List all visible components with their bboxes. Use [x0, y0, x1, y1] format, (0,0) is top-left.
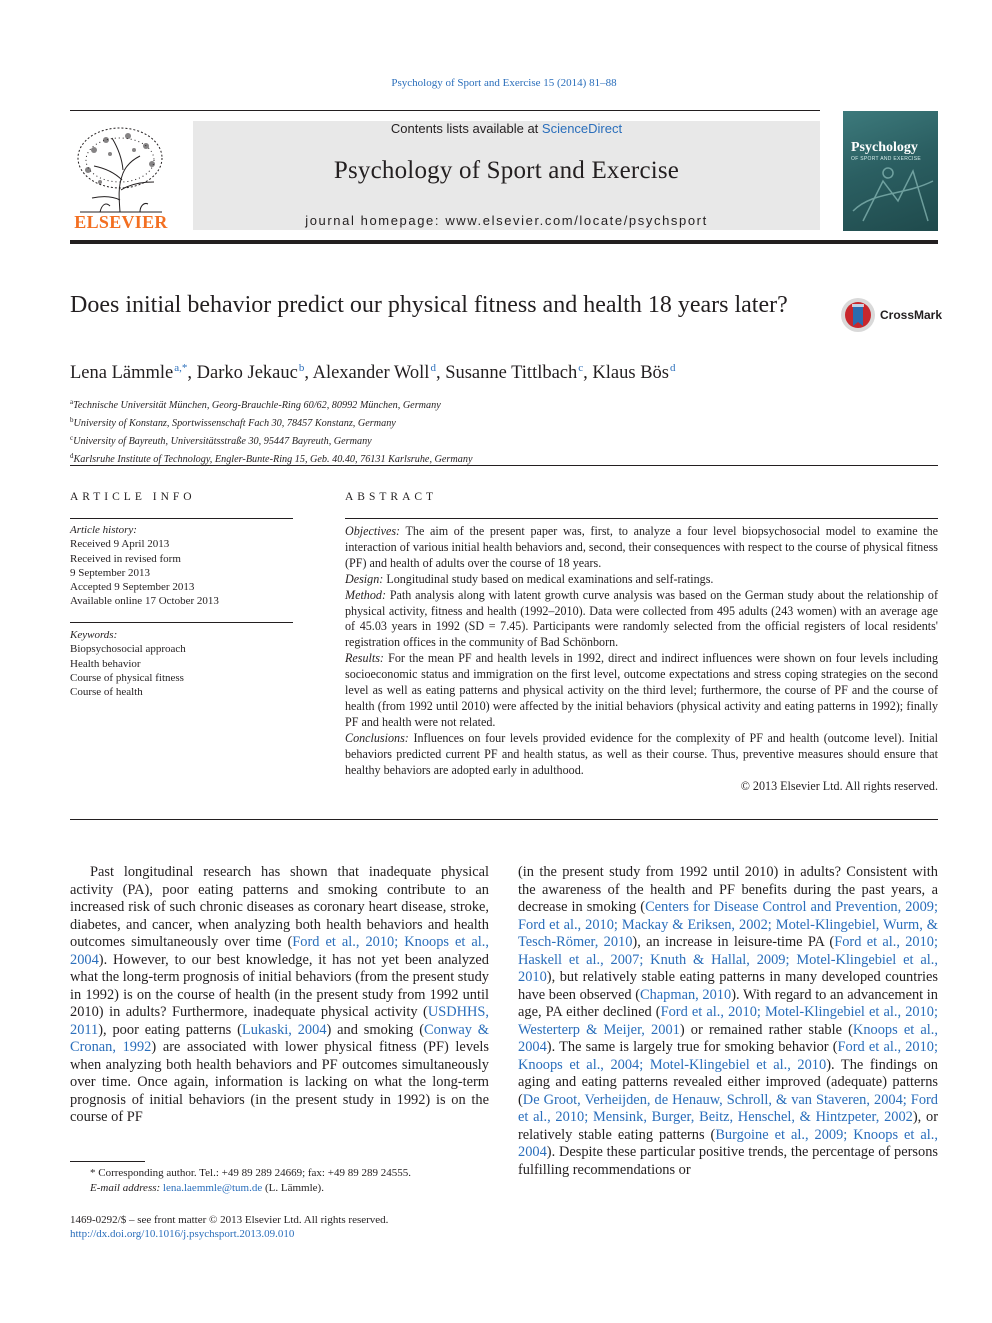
header-rule-bottom [70, 240, 938, 244]
citation-link[interactable]: Centers for Disease Control and Prevention, 2009; Ford et al., 2010; Mackay & Eriksen, 2002; Motel-Klingebiel, Wurm, & Tesch-Römer, 2010 [518, 899, 938, 950]
divider [70, 622, 293, 623]
abstract-copyright: © 2013 Elsevier Ltd. All rights reserved. [740, 778, 938, 793]
abstract-text: Path analysis along with latent growth curve analysis was based on the German study about the relationship of physical activity, fitness and health (1992–2010). Data were collected from 495 adults (243 women) with an average age of 45.03 years in 1992 (SD = 7.45). Participants were randomly selected from the official registers of local residents' registration offices in the community of Bad Schönborn. [345, 587, 938, 650]
abstract-paragraph [345, 572, 938, 588]
author[interactable] [197, 363, 305, 383]
body-text: ) or remained rather stable ( [679, 1021, 853, 1038]
issn-block [70, 1213, 388, 1241]
author-name: Klaus Bös [592, 363, 669, 383]
affiliation [70, 431, 472, 449]
cover-figure-icon [843, 111, 938, 231]
crossmark-label[interactable]: CrossMark [880, 308, 943, 322]
affiliation-marker: a [70, 398, 74, 406]
citation-link[interactable]: USDHHS, 2011 [70, 1004, 489, 1038]
body-text: ), an increase in leisure-time PA ( [632, 934, 835, 950]
abstract-body [345, 524, 938, 794]
citation-link[interactable]: De Groot, Verheijden, de Henauw, Schroll, & van Staveren, 2004; Ford et al., 2010; Mensink, Burger, Beitz, Henschel, & Hintzpeter, 2002 [518, 1091, 938, 1125]
article-info-heading: ARTICLE INFO [70, 491, 196, 503]
footnote-rule [70, 1161, 145, 1162]
history-item: Available online 17 October 2013 [70, 595, 219, 608]
homepage-line [193, 213, 820, 228]
body-text: ), but relatively stable eating patterns in many developed countries have been observed ( [518, 969, 938, 1003]
history-item: Received 9 April 2013 [70, 538, 170, 551]
email-suffix: (L. Lämmle). [262, 1182, 324, 1194]
citation-link[interactable]: Ford et al., 2010; Motel-Klingebiel et al., 2010; Westerterp & Meijer, 2001 [518, 1004, 938, 1038]
article-history [70, 523, 219, 609]
body-column-left [70, 864, 489, 1127]
body-text: (in the present study from 1992 until 2010) in adults? Consistent with the awareness of the health and PF benefits during the past years, a decrease in smoking ( [518, 864, 938, 915]
author[interactable] [70, 363, 187, 383]
citation-link[interactable]: Lukaski, 2004 [241, 1021, 327, 1038]
history-label: Article history: [70, 524, 137, 536]
email-label: E-mail address: [90, 1182, 161, 1194]
contents-prefix: Contents lists available at [390, 121, 542, 136]
journal-title: Psychology of Sport and Exercise [333, 157, 680, 184]
affiliation-text: University of Bayreuth, Universitätsstraße 30, 95447 Bayreuth, Germany [73, 436, 372, 447]
citation-link[interactable]: Burgoine et al., 2009; Knoops et al., 2004 [518, 1126, 938, 1160]
journal-reference[interactable]: Psychology of Sport and Exercise 15 (2014) 81–88 [391, 77, 617, 89]
affiliation-marker: d [70, 452, 74, 460]
affiliation-text: Technische Universität München, Georg-Brauchle-Ring 60/62, 80992 München, Germany [73, 400, 441, 411]
abstract-label: Design: [345, 571, 384, 586]
body-text: ). With regard to an advancement in age, PA either declined ( [518, 986, 938, 1020]
body-text: ). The findings on aging and eating patterns revealed either improved (adequate) patterns ( [518, 1056, 938, 1108]
body-text: Past longitudinal research has shown that inadequate physical activity (PA), poor eating patterns and smoking contribute to an increased risk of such chronic diseases as coronary heart disease, stroke, diabetes, and cancer, when analyzing both health behaviors and health outcomes simultaneously over time ( [70, 864, 489, 950]
corresponding-author-note: * Corresponding author. Tel.: +49 89 289 24669; fax: +49 89 289 24555. [90, 1167, 411, 1179]
affiliation-list [70, 395, 472, 467]
abstract-paragraph [345, 524, 938, 572]
divider [70, 518, 293, 519]
abstract-text: Longitudinal study based on medical examinations and self-ratings. [386, 571, 714, 586]
history-item: Accepted 9 September 2013 [70, 581, 195, 594]
abstract-label: Method: [345, 587, 386, 602]
article-title: Does initial behavior predict our physical fitness and health 18 years later? [70, 292, 788, 318]
body-text: ), poor eating patterns ( [98, 1021, 242, 1038]
abstract-paragraph [345, 588, 938, 652]
abstract-label: Conclusions: [345, 730, 409, 745]
header-rule-top [70, 110, 820, 111]
abstract-label: Objectives: [345, 524, 401, 538]
author-affil-marker[interactable]: a,* [174, 362, 188, 374]
citation-link[interactable]: Knoops et al., 2004 [518, 1021, 939, 1055]
author-name: Alexander Woll [312, 363, 430, 383]
sciencedirect-link[interactable]: ScienceDirect [541, 121, 623, 136]
history-item: 9 September 2013 [70, 566, 151, 579]
cover-title: Psychology [851, 140, 918, 155]
issn-line: 1469-0292/$ – see front matter © 2013 Elsevier Ltd. All rights reserved. [70, 1214, 389, 1226]
divider [70, 819, 938, 820]
abstract-text: The aim of the present paper was, first, to analyze a four level biopsychosocial model to examine the interaction of various initial health behaviors and, second, their consequences with respect to the course of physical fitness (PF) and health of adults over the course of 18 years. [345, 524, 939, 570]
keywords-label: Keywords: [70, 629, 118, 641]
divider [345, 518, 938, 519]
abstract-paragraph [345, 651, 938, 731]
body-text: ) are associated with lower physical fitness (PF) levels when analyzing both health behaviors and PF outcomes simultaneously over time. Once again, information is lacking on what the long-term prognosis of initial behaviors (in the present study in 1992) is on the course of PF [70, 1039, 489, 1125]
affiliation-marker: b [70, 416, 74, 424]
journal-cover-image[interactable] [843, 111, 938, 231]
cover-subtitle: OF SPORT AND EXERCISE [851, 156, 922, 162]
author[interactable] [592, 363, 675, 383]
author[interactable] [445, 363, 583, 383]
keywords [70, 628, 186, 699]
contents-line [193, 121, 820, 136]
author-affil-marker[interactable]: d [430, 362, 436, 374]
author-list: Lena Lämmle$^{a,*}$, Darko Jekauc$^b$, Alexander Woll$^d$, Susanne Tittlbach$^c$, Klaus Bös$^d$ [70, 362, 676, 383]
citation-link[interactable]: Conway & Cronan, 1992 [70, 1021, 490, 1055]
citation-link[interactable]: Ford et al., 2010; Knoops et al., 2004; Motel-Klingebiel et al., 2010 [518, 1039, 938, 1073]
divider [70, 465, 938, 466]
affiliation [70, 413, 472, 431]
email-line [70, 1181, 411, 1196]
abstract-label: Results: [345, 651, 384, 666]
abstract-heading: ABSTRACT [345, 491, 438, 503]
author-name: Susanne Tittlbach [445, 363, 578, 383]
body-text: ). The same is largely true for smoking behavior ( [546, 1039, 838, 1055]
author-affil-marker[interactable]: b [298, 362, 305, 374]
body-text: ). However, to our best knowledge, it has not yet been analyzed what the long-term prognosis of initial behaviors (from the present study in 1992) is on the course of health (in the present study from 1992 until 2010) in adults? Furthermore, inadequate physical activity ( [70, 951, 489, 1020]
affiliation-marker: c [70, 434, 74, 442]
abstract-text: For the mean PF and health levels in 1992, direct and indirect influences were shown on four levels including socioeconomic status and immigration on the first level, outcome expectations and stress coping strategies on the second level as well as eating patterns and physical activity on the third level; furthermore, the course of PF and the course of health (from 1992 until 2010) were affected by the initial behaviors (physical activity and eating patterns in 1992); finally PF and health were not related. [345, 651, 939, 729]
citation-link[interactable]: Ford et al., 2010; Haskell et al., 2007; Knuth & Hallal, 2009; Motel-Klingebiel et al., 2010 [518, 934, 939, 985]
affiliation-text: Karlsruhe Institute of Technology, Engler-Bunte-Ring 15, Geb. 40.40, 76131 Karlsruhe, Germany [73, 454, 473, 465]
citation-link[interactable]: Chapman, 2010 [640, 986, 732, 1003]
body-text: ). Despite these particular positive trends, the percentage of persons fulfilling recommendations or [518, 1144, 938, 1178]
history-item: Received in revised form [70, 552, 181, 565]
abstract-paragraph [345, 731, 938, 779]
author-name: Lena Lämmle [70, 363, 174, 383]
citation-link[interactable]: Ford et al., 2010; Knoops et al., 2004 [70, 934, 489, 968]
abstract-text: Influences on four levels provided evidence for the complexity of PF and health (outcome level). Initial behaviors predicted current PF and health status, as well as their course. Thus, preventive measures should ensure that healthy behaviors are adopted early in adulthood. [345, 730, 938, 777]
body-column-right [518, 864, 938, 1179]
doi-link[interactable]: http://dx.doi.org/10.1016/j.psychsport.2013.09.010 [70, 1228, 295, 1240]
keyword: Course of health [70, 686, 143, 699]
body-text: ) and smoking ( [326, 1021, 424, 1038]
affiliation [70, 395, 472, 413]
keyword: Health behavior [70, 657, 141, 670]
footnote [70, 1166, 411, 1196]
publisher-wordmark: ELSEVIER [74, 212, 168, 232]
author-affil-marker[interactable]: d [670, 362, 676, 374]
body-text: ), or relatively stable eating patterns ( [518, 1109, 938, 1143]
keyword: Biopsychosocial approach [70, 643, 186, 656]
affiliation-text: University of Konstanz, Sportwissenschaft Fach 30, 78457 Konstanz, Germany [73, 418, 396, 429]
homepage-prefix: journal homepage: [305, 213, 446, 228]
author[interactable] [313, 363, 436, 383]
keyword: Course of physical fitness [70, 671, 184, 684]
author-affil-marker[interactable]: c [578, 362, 584, 374]
email-link[interactable]: lena.laemmle@tum.de [162, 1182, 263, 1194]
homepage-url-link[interactable]: www.elsevier.com/locate/psychsport [445, 213, 708, 228]
author-name: Darko Jekauc [196, 363, 298, 383]
